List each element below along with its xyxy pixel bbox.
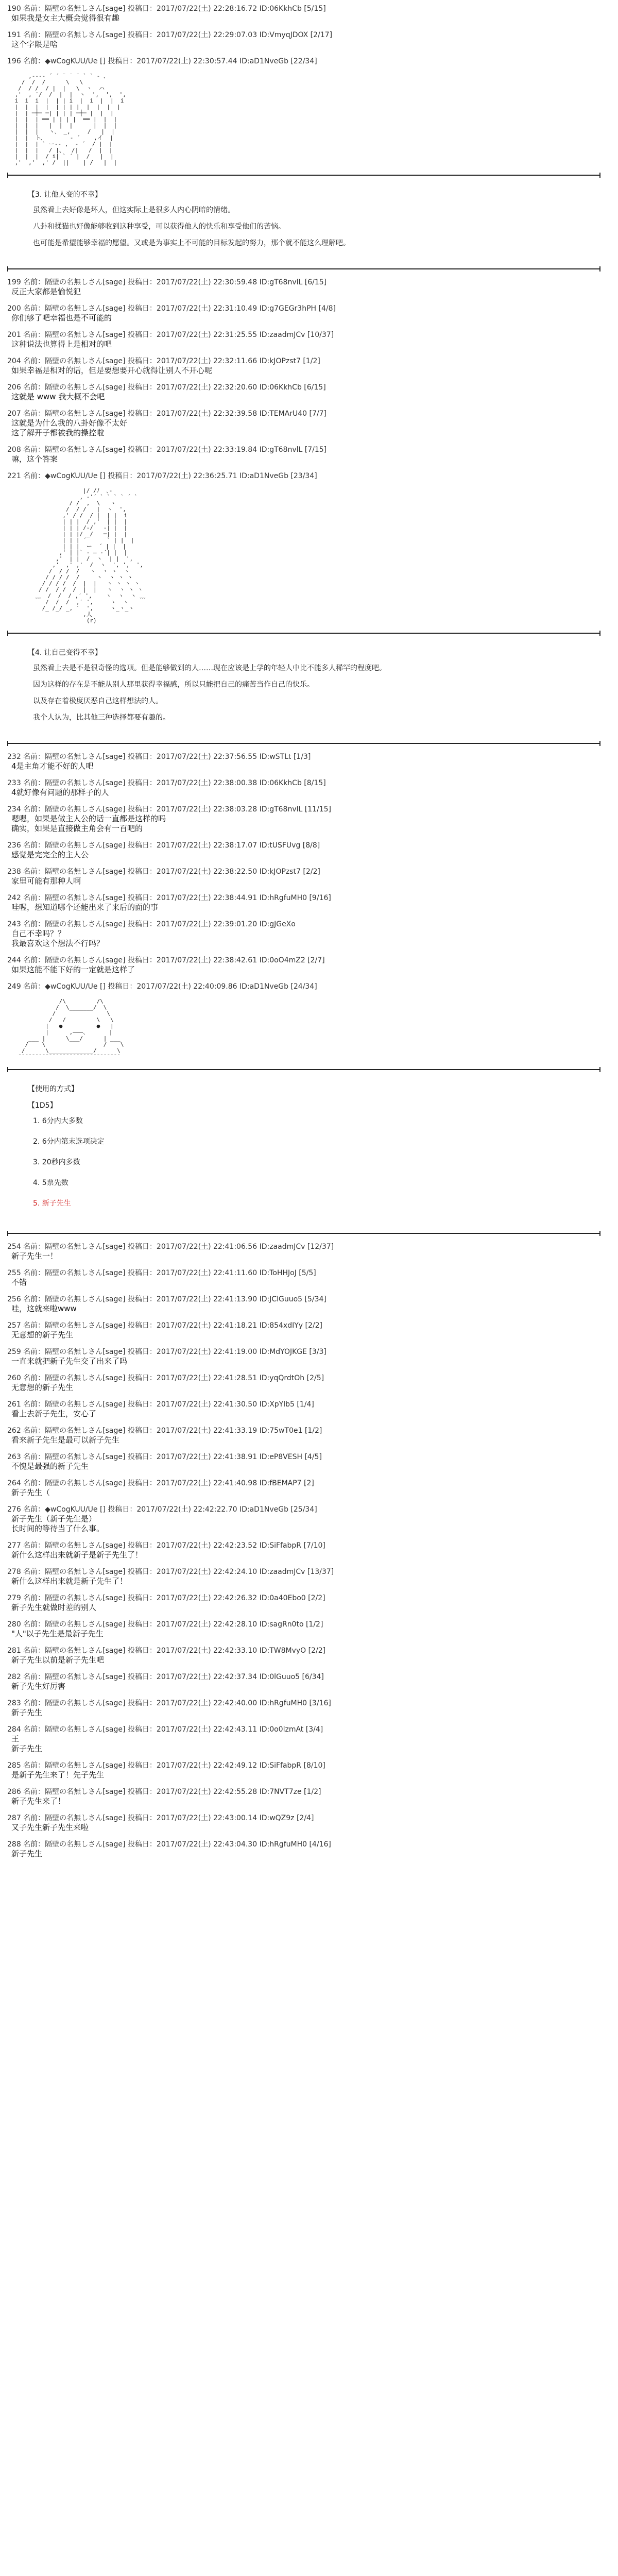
post — [7, 956, 605, 975]
post-header: 281 名前：隔壁の名無しさん[sage] 投稿日：2017/07/22(土) 22:42:33.10 ID:TW8MvyO [2/2] — [7, 1647, 326, 1655]
post-body: 新什么这样出来就是新子先生了！ — [11, 1577, 128, 1586]
post-header: 236 名前：隔壁の名無しさん[sage] 投稿日：2017/07/22(土) 22:38:17.07 ID:tUSFUvg [8/8] — [7, 841, 320, 850]
post-body: 反正大家都是愉悦犯 — [11, 287, 81, 296]
post-body: 新子先生来了！ — [11, 1797, 66, 1806]
post-header: 254 名前：隔壁の名無しさん[sage] 投稿日：2017/07/22(土) 22:41:06.56 ID:zaadmJCv [12/37] — [7, 1243, 334, 1251]
vote-option-selected: 5. 新子先生 — [33, 1199, 71, 1208]
post-header: 287 名前：隔壁の名無しさん[sage] 投稿日：2017/07/22(土) 22:43:00.14 ID:wQZ9z [2/4] — [7, 1814, 314, 1822]
post-header: 262 名前：隔壁の名無しさん[sage] 投稿日：2017/07/22(土) 22:41:33.19 ID:75wT0e1 [1/2] — [7, 1427, 322, 1435]
option-4-box — [21, 642, 571, 735]
posts-group-d — [7, 1242, 605, 1859]
post-body: 不错 — [11, 1278, 27, 1287]
post-body: 无意想的新子先生 — [11, 1383, 74, 1392]
posts-group-b — [7, 278, 605, 481]
option-4-title: 【4. 让自己变得不幸】 — [28, 649, 102, 657]
post — [7, 805, 605, 834]
post-header: 255 名前：隔壁の名無しさん[sage] 投稿日：2017/07/22(土) 22:41:11.60 ID:ToHHJoJ [5/5] — [7, 1269, 316, 1277]
post-body: 王 新子先生 — [11, 1734, 43, 1753]
post — [7, 330, 605, 349]
post-header: 238 名前：隔壁の名無しさん[sage] 投稿日：2017/07/22(土) 22:38:22.50 ID:kJOPzst7 [2/2] — [7, 868, 320, 876]
post-header: 283 名前：隔壁の名無しさん[sage] 投稿日：2017/07/22(土) 22:42:40.00 ID:hRgfuMH0 [3/16] — [7, 1699, 331, 1707]
vote-dice: 【1D5】 — [28, 1101, 57, 1110]
post-header: 278 名前：隔壁の名無しさん[sage] 投稿日：2017/07/22(土) 22:42:24.10 ID:zaadmJCv [13/37] — [7, 1568, 334, 1576]
post-body: 4是主角才能不好的人吧 — [11, 761, 94, 771]
post — [7, 841, 605, 860]
post — [7, 893, 605, 912]
post-header: 204 名前：隔壁の名無しさん[sage] 投稿日：2017/07/22(土) 22:32:11.66 ID:kJOPzst7 [1/2] — [7, 357, 320, 365]
post — [7, 1567, 605, 1586]
post-body: 这种说法也算得上是相对的吧 — [11, 340, 112, 349]
posts-group-a — [7, 4, 605, 66]
post — [7, 752, 605, 771]
post-body: 如果这能不能下好的一定就是这样了 — [11, 965, 135, 974]
post-header: 261 名前：隔壁の名無しさん[sage] 投稿日：2017/07/22(土) 22:41:30.50 ID:XpYlb5 [1/4] — [7, 1400, 314, 1409]
post — [7, 278, 605, 297]
option-4-line: 因为这样的存在是不能从别人那里获得幸福感，所以只能把自己的痛苦当作自己的快乐。 — [33, 681, 314, 689]
post-body: 又子先生新子先生来啦 — [11, 1823, 89, 1832]
post-header: 286 名前：隔壁の名無しさん[sage] 投稿日：2017/07/22(土) 22:42:55.28 ID:7NVT7ze [1/2] — [7, 1788, 321, 1796]
post — [7, 1347, 605, 1366]
post-header: 249 名前：◆wCogKUU/Ue [] 投稿日：2017/07/22(土) 22:40:09.86 ID:aD1NveGb [24/34] — [7, 982, 317, 991]
post-body: 这个字限是啥 — [11, 40, 58, 49]
post-header: 190 名前：隔壁の名無しさん[sage] 投稿日：2017/07/22(土) 22:28:16.72 ID:06KkhCb [5/15] — [7, 5, 326, 13]
post-header: 264 名前：隔壁の名無しさん[sage] 投稿日：2017/07/22(土) 22:41:40.98 ID:fBEMAP7 [2] — [7, 1479, 314, 1487]
post-body: 这就是为什么我的八卦好像不太好 这了解开子都被我的操控啦 — [11, 418, 128, 437]
option-3-line: 八卦和揉猫也好像能够收到这种享受，可以获得他人的快乐和享受他们的苦恼。 — [33, 223, 285, 231]
divider — [7, 630, 605, 637]
post-body: 新子先生 — [11, 1708, 43, 1717]
post-body: 新子先生以前是新子先生吧 — [11, 1655, 105, 1665]
post — [7, 1242, 605, 1261]
post-body: 感觉是完完全的主人公 — [11, 850, 89, 859]
post — [7, 778, 605, 798]
post — [7, 1814, 605, 1833]
post — [7, 920, 605, 948]
post-body: 嗯嗯，如果是做主人公的话一直都是这样的吗 确实，如果是直接做主角会有一百吧的 — [11, 814, 166, 833]
post-header: 232 名前：隔壁の名無しさん[sage] 投稿日：2017/07/22(土) 22:37:56.55 ID:wSTLt [1/3] — [7, 753, 311, 761]
post-body: 看来新子先生是最可以新子先生 — [11, 1435, 120, 1445]
vote-option: 4. 5票先数 — [33, 1179, 68, 1187]
post — [7, 445, 605, 464]
post-header: 191 名前：隔壁の名無しさん[sage] 投稿日：2017/07/22(土) 22:29:07.03 ID:VmyqJDOX [2/17] — [7, 31, 333, 39]
post — [7, 1620, 605, 1639]
divider — [7, 1066, 605, 1073]
post — [7, 1426, 605, 1445]
post-header: 207 名前：隔壁の名無しさん[sage] 投稿日：2017/07/22(土) 22:32:39.58 ID:TEMArU40 [7/7] — [7, 410, 327, 418]
post-body: 如果幸福是相对的话，但是要想要开心就得让别人不开心呢 — [11, 366, 213, 375]
post-body: 新子先生 — [11, 1849, 43, 1858]
option-3-box — [21, 184, 571, 260]
post-header: 200 名前：隔壁の名無しさん[sage] 投稿日：2017/07/22(土) 22:31:10.49 ID:g7GEGr3hPH [4/8] — [7, 304, 336, 313]
post — [7, 1321, 605, 1340]
post-header: 201 名前：隔壁の名無しさん[sage] 投稿日：2017/07/22(土) 22:31:25.55 ID:zaadmJCv [10/37] — [7, 331, 334, 339]
post-header: 284 名前：隔壁の名無しさん[sage] 投稿日：2017/07/22(土) 22:42:43.11 ID:0o0lzmAt [3/4] — [7, 1725, 323, 1734]
post-body: 哇喔，想知道哪个还能出来了来后的面的事 — [11, 903, 159, 912]
post — [7, 409, 605, 438]
post-header: 242 名前：隔壁の名無しさん[sage] 投稿日：2017/07/22(土) 22:38:44.91 ID:hRgfuMH0 [9/16] — [7, 894, 331, 902]
post-body: 是新子先生来了！先子先生 — [11, 1770, 105, 1780]
posts-group-c — [7, 752, 605, 991]
divider — [7, 172, 605, 179]
option-4-line: 以及存在着极度厌恶自己这样想法的人。 — [33, 697, 163, 705]
option-4-line: 我个人认为，比其他三种选择都要有趣的。 — [33, 714, 170, 722]
post-body: 新什么这样出来就新子是新子先生了！ — [11, 1550, 143, 1560]
post-header: 263 名前：隔壁の名無しさん[sage] 投稿日：2017/07/22(土) 22:41:38.91 ID:eP8VESH [4/5] — [7, 1453, 322, 1461]
post-body: 新子先生好厉害 — [11, 1682, 66, 1691]
post — [7, 57, 605, 66]
post-header: 282 名前：隔壁の名無しさん[sage] 投稿日：2017/07/22(土) 22:42:37.34 ID:0lGuuo5 [6/34] — [7, 1673, 324, 1681]
post — [7, 1374, 605, 1393]
post-body: 不愧是最强的新子先生 — [11, 1462, 89, 1471]
post — [7, 1787, 605, 1806]
ascii-art-cat: /\ /\ / \_______/ \ / \ / / \ \ | ● ● | | ,―――、 | ___ | \___/ | ___ / \ / \ / \_____________/ \ ¯¯¯¯¯¯¯¯¯¯¯¯¯¯¯¯¯¯¯¯¯¯¯¯¯¯¯¯¯¯ — [18, 998, 124, 1060]
post-header: 285 名前：隔壁の名無しさん[sage] 投稿日：2017/07/22(土) 22:42:49.12 ID:SiFfabpR [8/10] — [7, 1761, 325, 1770]
ascii-art-girl-1: ,---- ´ ´ ¨ ¨ ¨ ` ` ‐ 、 / / / \ \ / / / / | | \ ヽ ハ ,' , ′/ / | | ヽ ', ', ', i i i | | | i | i | | i | | | | | | | | | | | | | | ─┼─ ─| | | | ─┼─ | | | | | | ━━ | | | | ━━ | | | | | | | | | | | | | | | ヽ、 _, / | | | | ト、 ‐ ´ ,イ | | | | ` ー-- , ‐ ´ / | | | | | / |、 /| / | | | | | / i| ` ´ | / | | ,' ,' ,' / || | / | | — [14, 73, 126, 166]
vote-option: 3. 20秒内多数 — [33, 1158, 80, 1166]
vote-option: 2. 6分内第末选项决定 — [33, 1138, 105, 1146]
post — [7, 304, 605, 323]
post-header: 276 名前：◆wCogKUU/Ue [] 投稿日：2017/07/22(土) 22:42:22.70 ID:aD1NveGb [25/34] — [7, 1505, 317, 1514]
vote-option: 1. 6分内大多数 — [33, 1117, 83, 1125]
post-header: 244 名前：隔壁の名無しさん[sage] 投稿日：2017/07/22(土) 22:38:42.61 ID:0oO4mZ2 [2/7] — [7, 956, 325, 964]
post — [7, 1761, 605, 1780]
post-body: 一直来就把新子先生交了出来了吗 — [11, 1357, 128, 1366]
post-body: 无意想的新子先生 — [11, 1330, 74, 1340]
post-header: 208 名前：隔壁の名無しさん[sage] 投稿日：2017/07/22(土) 22:33:19.84 ID:gT68nvlL [7/15] — [7, 446, 327, 454]
post — [7, 1400, 605, 1419]
post — [7, 383, 605, 402]
post — [7, 1505, 605, 1534]
option-3-line: 虽然看上去好像是坏人，但这实际上是很多人内心阴暗的情绪。 — [33, 206, 235, 214]
post-header: 256 名前：隔壁の名無しさん[sage] 投稿日：2017/07/22(土) 22:41:13.90 ID:JClGuuo5 [5/34] — [7, 1295, 327, 1303]
post — [7, 1268, 605, 1287]
post — [7, 357, 605, 376]
vote-title: 【使用的方式】 — [28, 1085, 78, 1093]
post — [7, 1840, 605, 1859]
post — [7, 1646, 605, 1665]
post-body: 如果我是女主大概会觉得很有趣 — [11, 13, 120, 23]
post-header: 257 名前：隔壁の名無しさん[sage] 投稿日：2017/07/22(土) 22:41:18.21 ID:854xdIYy [2/2] — [7, 1321, 322, 1330]
post — [7, 1479, 605, 1498]
post-body: 新子先生（ — [11, 1488, 50, 1497]
post — [7, 1672, 605, 1691]
post — [7, 1699, 605, 1718]
post-header: 260 名前：隔壁の名無しさん[sage] 投稿日：2017/07/22(土) 22:41:28.51 ID:yqQrdtOh [2/5] — [7, 1374, 324, 1382]
ascii-art-girl-2: |/ /ﾉ ､‐ , ‐'´ ` ` ` ` ´ ` / / , \ ヽ / / / | ヽ ', ,' / / / | | | i | | | / ,' | | | | | | /‐/ ‐| | | | | |/ _/ ─| | | | | | ´ ` | | | | | | ー ´ | | | ,' | |` ‐ ― ‐´| | | ,' | | / ヽ | | ', ,' ,' ,' / ヽ ', ', ', / / / / ヽ ヽ ヽ ヽ / / / / / ヽ ヽ ヽ ヽ / / / / / | | ヽ ヽ ヽ ヽ / / / / / | | ヽ ヽ ヽ ヽ ﹏ / / / ,′ ', ヽ ヽ ヽ ﹏ / / / ,′ ', ヽ ヽ /_ /_/ _, ′ ', ヽ_ヽ_ヽ ,人 (r) — [35, 487, 146, 624]
post-header: 279 名前：隔壁の名無しさん[sage] 投稿日：2017/07/22(土) 22:42:26.32 ID:0a40Ebo0 [2/2] — [7, 1594, 325, 1602]
post-header: 243 名前：隔壁の名無しさん[sage] 投稿日：2017/07/22(土) 22:39:01.20 ID:gJGeXo — [7, 920, 296, 928]
post-header: 199 名前：隔壁の名無しさん[sage] 投稿日：2017/07/22(土) 22:30:59.48 ID:gT68nvlL [6/15] — [7, 278, 327, 286]
post-header: 206 名前：隔壁の名無しさん[sage] 投稿日：2017/07/22(土) 22:32:20.60 ID:06KkhCb [6/15] — [7, 383, 326, 392]
post-body: 家里可能有那种人啊 — [11, 876, 81, 886]
divider — [7, 265, 605, 273]
post — [7, 1452, 605, 1471]
post-body: 你们够了吧幸福也是不可能的 — [11, 313, 112, 323]
post — [7, 1725, 605, 1754]
post-body: 新子先生（新子先生是） 长时间的等待当了什么事。 — [11, 1514, 105, 1533]
thread — [7, 4, 605, 1866]
post — [7, 1295, 605, 1314]
post-body: 新子先生就做时差的别人 — [11, 1603, 97, 1612]
post-header: 277 名前：隔壁の名無しさん[sage] 投稿日：2017/07/22(土) 22:42:23.52 ID:SiFfabpR [7/10] — [7, 1541, 325, 1550]
post-header: 259 名前：隔壁の名無しさん[sage] 投稿日：2017/07/22(土) 22:41:19.00 ID:MdYOJKGE [3/3] — [7, 1348, 327, 1356]
post-header: 234 名前：隔壁の名無しさん[sage] 投稿日：2017/07/22(土) 22:38:03.28 ID:gT68nvlL [11/15] — [7, 805, 332, 814]
post-header: 221 名前：◆wCogKUU/Ue [] 投稿日：2017/07/22(土) 22:36:25.71 ID:aD1NveGb [23/34] — [7, 472, 317, 480]
post-body: 新子先生一！ — [11, 1251, 58, 1261]
post-body: 这就是 www 我大概不会吧 — [11, 392, 105, 401]
post — [7, 867, 605, 886]
post — [7, 471, 605, 481]
post-header: 280 名前：隔壁の名無しさん[sage] 投稿日：2017/07/22(土) 22:42:28.10 ID:sagRn0to [1/2] — [7, 1620, 323, 1629]
vote-method-box — [21, 1078, 571, 1225]
post — [7, 30, 605, 49]
post-body: "人"以子先生是最新子先生 — [11, 1629, 104, 1638]
post-body: 看上去新子先生，安心了 — [11, 1409, 97, 1418]
post — [7, 1541, 605, 1560]
post-body: 4就好像有问题的那样子的人 — [11, 788, 109, 797]
divider — [7, 1230, 605, 1237]
option-3-line: 也可能是希望能够幸福的愿望。又或是为事实上不可能的目标发起的努力，那个就不能这么理解吧。 — [33, 239, 350, 247]
post-header: 233 名前：隔壁の名無しさん[sage] 投稿日：2017/07/22(土) 22:38:00.38 ID:06KkhCb [8/15] — [7, 779, 326, 787]
option-3-title: 【3. 让他人变的不幸】 — [28, 191, 102, 199]
option-4-line: 虽然看上去是不是很奇怪的选项。但是能够做到的人……现在应该是上学的年轻人中比不能多人稀罕的程度吧。 — [33, 664, 386, 672]
post — [7, 4, 605, 23]
post-body: 嘛，这个答案 — [11, 454, 58, 464]
divider — [7, 740, 605, 747]
post-body: 哇，这就来啦www — [11, 1304, 77, 1313]
post — [7, 1594, 605, 1613]
post — [7, 982, 605, 991]
post-header: 196 名前：◆wCogKUU/Ue [] 投稿日：2017/07/22(土) 22:30:57.44 ID:aD1NveGb [22/34] — [7, 57, 317, 65]
post-header: 288 名前：隔壁の名無しさん[sage] 投稿日：2017/07/22(土) 22:43:04.30 ID:hRgfuMH0 [4/16] — [7, 1840, 331, 1849]
post-body: 自己不幸吗？？ 我最喜欢这个想法不行吗？ — [11, 929, 105, 948]
